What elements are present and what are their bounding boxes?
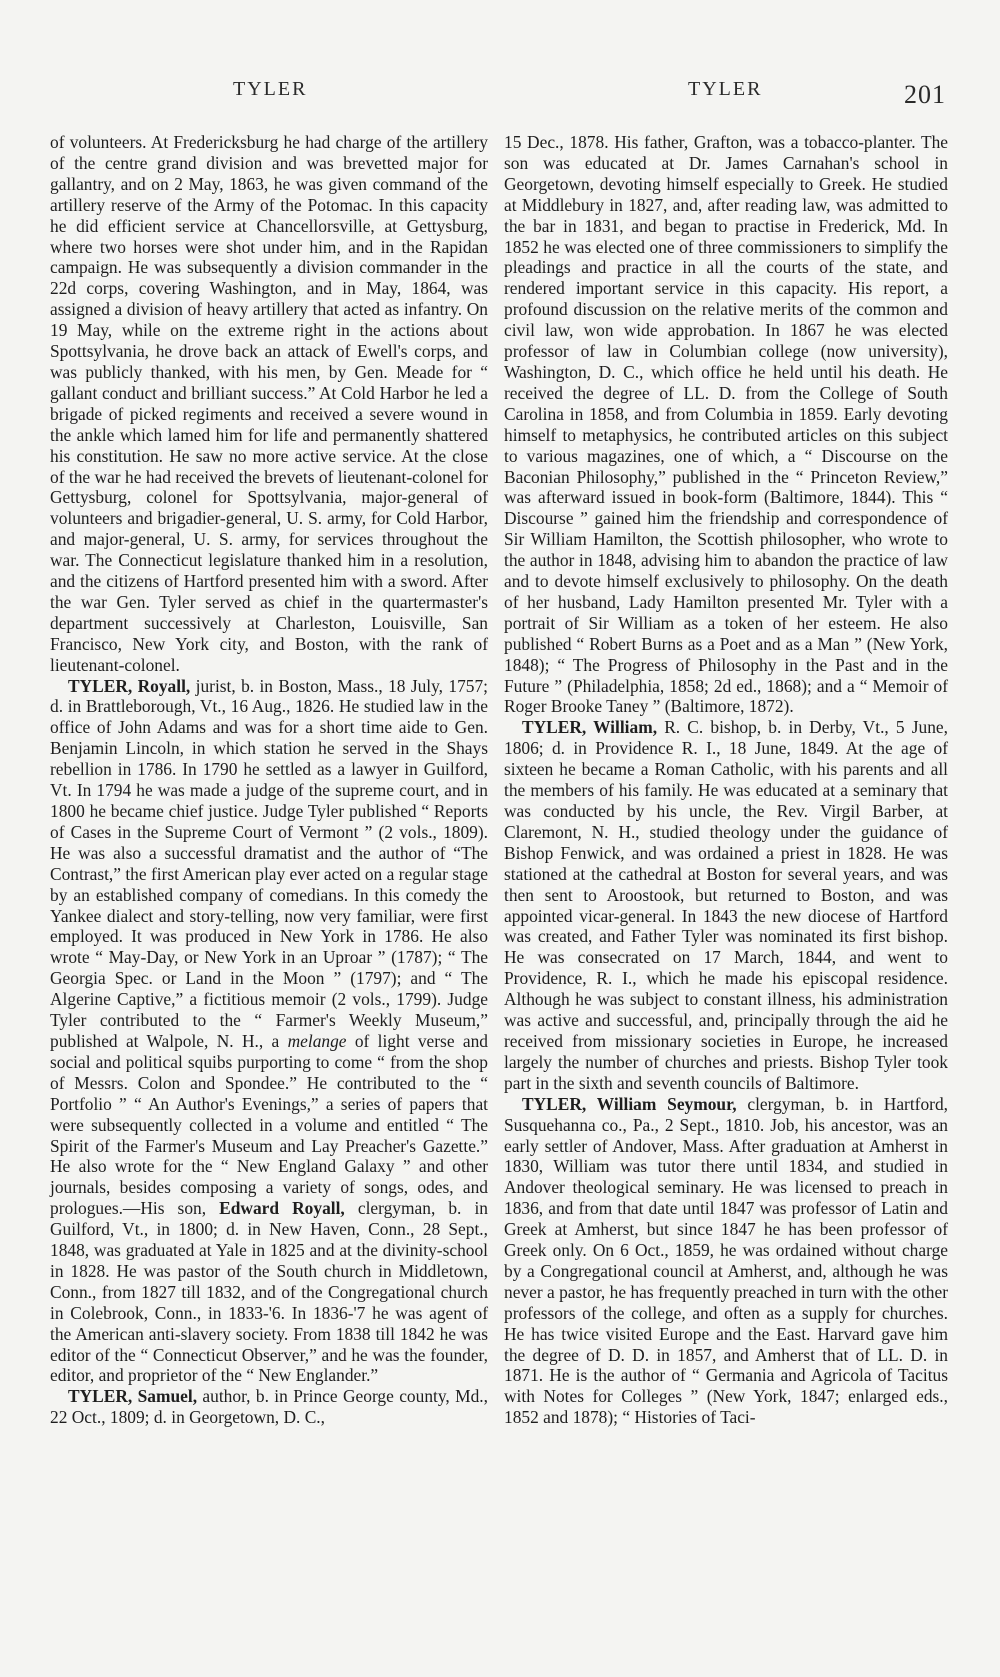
running-head-right: TYLER: [688, 78, 763, 100]
entry-tyler-william: [504, 717, 948, 1093]
entry-headword: TYLER, William,: [522, 717, 658, 738]
entry-body: clergyman, b. in Hartford, Susquehanna co., Pa., 2 Sept., 1810. Job, his ancestor, was an early settler of Andover, Mass. After graduation at Amherst in 1830, William was tutor there until 1834, and studied in Andover theological seminary. He was licensed to preach in 1836, and from that date until 1847 was professor of Latin and Greek at Amherst, but since 1847 he has been professor of Greek only. On 6 Oct., 1859, he was ordained without charge by a Congregational council at Amherst, and, although he was never a pastor, he has frequently preached in turn with the other professors of the college, and often as a supply for churches. He has twice visited Europe and the East. Harvard gave him the degree of D. D. in 1857, and Amherst that of LL. D. in 1871. He is the author of “ Germania and Agricola of Tacitus with Notes for Colleges ” (New York, 1847; enlarged eds., 1852 and 1878); “ Histories of Taci-: [504, 1093, 949, 1428]
running-head-left: TYLER: [233, 78, 308, 100]
entry-tyler-william-seymour: [504, 1094, 948, 1429]
entry-body: R. C. bishop, b. in Derby, Vt., 5 June, 1806; d. in Providence R. I., 18 June, 1849. At the age of sixteen he became a Roman Catholic, with his parents and all the members of his family. He was educated at a seminary that was conducted by his uncle, the Rev. Virgil Barber, at Claremont, N. H., studied theology under the guidance of Bishop Fenwick, and was ordained a priest in 1828. He was stationed at the cathedral at Boston for several years, and was then sent to Aroostook, but returned to Boston, and was appointed vicar-general. In 1843 the new diocese of Hartford was created, and Father Tyler was nominated its first bishop. He was consecrated on 17 March, 1844, and went to Providence, R. I., which he made his episcopal residence. Although he was subject to constant illness, his administration was active and successful, and, principally through the aid he received from missionary societies in Europe, he increased largely the number of churches and priests. Bishop Tyler took part in the sixth and seventh councils of Baltimore.: [504, 717, 948, 1093]
page-number: 201: [904, 80, 946, 109]
entry-body: of light verse and social and political squibs purporting to come “ from the shop of Messrs. Colon and Spondee.” He contributed to the “ Portfolio ” “ An Author's Evenings,” a series of papers that were subsequently collected in a volume and entitled “ The Spirit of the Farmer's Museum and Lay Preacher's Gazette.” He also wrote for the “ New England Galaxy ” and other journals, besides composing a variety of songs, odes, and prologues.—His son,: [50, 1030, 488, 1219]
entry-subheadword: Edward Royall,: [219, 1198, 345, 1219]
entry-italic-term: melange: [287, 1030, 347, 1051]
left-column: [50, 132, 488, 1428]
entry-continuation-paragraph: of volunteers. At Fredericksburg he had charge of the artillery of the centre grand division and was brevetted major for gallantry, and on 2 May, 1863, he was given command of the artillery reserve of the Army of the Potomac. In this capacity he did efficient service at Chancellorsville, at Gettysburg, where two horses were shot under him, and in the Rapidan campaign. He was subsequently a division commander in the 22d corps, covering Washington, and in May, 1864, was assigned a division of heavy artillery that acted as infantry. On 19 May, while on the extreme right in the actions about Spottsylvania, he drove back an attack of Ewell's corps, and was publicly thanked, with his men, by Gen. Meade for “ gallant conduct and brilliant success.” At Cold Harbor he led a brigade of picked regiments and received a severe wound in the ankle which lamed him for life and permanently shattered his constitution. He saw no more active service. At the close of the war he had received the brevets of lieutenant-colonel for Gettysburg, colonel for Spottsylvania, major-general of volunteers and brigadier-general, U. S. army, for Cold Harbor, and major-general, U. S. army, for services throughout the war. The Connecticut legislature thanked him in a resolution, and the citizens of Hartford presented him with a sword. After the war Gen. Tyler served as chief in the quartermaster's department successively at Charleston, Louisville, San Francisco, New York city, and Boston, with the rank of lieutenant-colonel.: [50, 132, 488, 675]
entry-body: jurist, b. in Boston, Mass., 18 July, 1757; d. in Brattleborough, Vt., 16 Aug., 1826. He studied law in the office of John Adams and was for a short time aide to Gen. Benjamin Lincoln, in which station he served in the Shays rebellion in 1786. In 1790 he settled as a lawyer in Guilford, Vt. In 1794 he was made a judge of the supreme court, and in 1800 he became chief justice. Judge Tyler published “ Reports of Cases in the Supreme Court of Vermont ” (2 vols., 1809). He was also a successful dramatist and the author of “The Contrast,” the first American play ever acted on a regular stage by an established company of comedians. In this comedy the Yankee dialect and story-telling, now very familiar, were first employed. It was produced in New York in 1786. He also wrote “ May-Day, or New York in an Uproar ” (1787); “ The Georgia Spec. or Land in the Moon ” (1797); and “ The Algerine Captive,” a fictitious memoir (2 vols., 1799). Judge Tyler contributed to the “ Farmer's Weekly Museum,” published at Walpole, N. H., a: [50, 675, 488, 1051]
entry-headword: TYLER, Royall,: [68, 675, 191, 696]
entry-tyler-royall: [50, 676, 488, 1387]
entry-body: clergyman, b. in Guilford, Vt., in 1800; d. in New Haven, Conn., 28 Sept., 1848, was graduated at Yale in 1825 and at the divinity-school in 1828. He was pastor of the South church in Middletown, Conn., from 1827 till 1832, and of the Congregational church in Colebrook, Conn., in 1833-'6. In 1836-'7 he was agent of the American anti-slavery society. From 1838 till 1842 he was editor of the “ Connecticut Observer,” and he was the founder, editor, and proprietor of the “ New Englander.”: [50, 1198, 489, 1386]
entry-continuation-paragraph: 15 Dec., 1878. His father, Grafton, was a tobacco-planter. The son was educated at Dr. James Carnahan's school in Georgetown, devoting himself especially to Greek. He studied at Middlebury in 1827, and, after reading law, was admitted to the bar in 1831, and began to practise in Frederick, Md. In 1852 he was elected one of three commissioners to simplify the pleadings and practice in all the courts of the state, and rendered important service in this capacity. His report, a profound discussion on the relative merits of the common and civil law, won wide approbation. In 1867 he was elected professor of law in Columbian college (now university), Washington, D. C., which office he held until his death. He received the degree of LL. D. from the College of South Carolina in 1858, and from Columbia in 1859. Early devoting himself to metaphysics, he contributed articles on this subject to various magazines, one of which, a “ Discourse on the Baconian Philosophy,” published in the “ Princeton Review,” was afterward issued in book-form (Baltimore, 1844). This “ Discourse ” gained him the friendship and correspondence of Sir William Hamilton, the Scottish philosopher, who wrote to the author in 1848, advising him to abandon the practice of law and to devote himself exclusively to philosophy. On the death of her husband, Lady Hamilton presented Mr. Tyler with a portrait of Sir William as a token of her esteem. He also published “ Robert Burns as a Poet and as a Man ” (New York, 1848); “ The Progress of Philosophy in the Past and in the Future ” (Philadelphia, 1858; 2d ed., 1868); and a “ Memoir of Roger Brooke Taney ” (Baltimore, 1872).: [504, 132, 948, 717]
entry-headword: TYLER, William Seymour,: [522, 1093, 737, 1114]
right-column: [504, 132, 948, 1428]
entry-tyler-samuel: [50, 1386, 488, 1428]
entry-body: author, b. in Prince George county, Md., 22 Oct., 1809; d. in Georgetown, D. C.,: [50, 1386, 488, 1428]
entry-headword: TYLER, Samuel,: [68, 1386, 198, 1407]
